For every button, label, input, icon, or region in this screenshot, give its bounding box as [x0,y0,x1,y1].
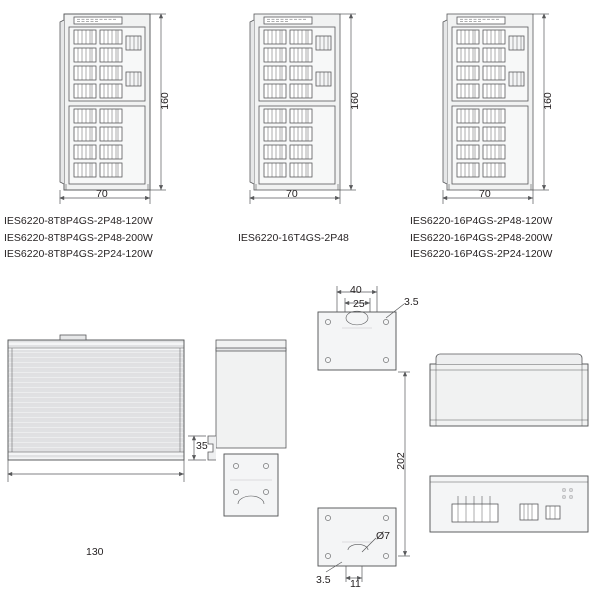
model-label: IES6220-16P4GS-2P48-200W [410,231,553,244]
dim-70-view3: 70 [479,188,491,200]
side-view-din [188,340,286,516]
dim-202: 202 [394,452,407,470]
dim-40: 40 [350,284,362,296]
model-label: IES6220-16P4GS-2P48-120W [410,215,553,227]
bracket-plate-bottom [318,508,396,582]
dim-25: 25 [353,298,365,310]
top-view-2 [250,14,356,204]
dim-diameter-7: Ø7 [376,530,391,542]
dim-3p5-top: 3.5 [404,296,419,308]
dim-70-view2: 70 [286,188,298,200]
front-finned-view [8,335,184,482]
model-group-1 [4,213,153,263]
top-view-3 [443,14,549,204]
bottom-io-view [430,476,588,532]
model-group-3 [410,213,552,263]
model-group-2 [238,230,349,247]
dim-3p5-bottom: 3.5 [316,574,331,586]
dim-11: 11 [350,578,361,590]
model-label: IES6220-8T8P4GS-2P24-120W [4,248,153,260]
dim-160-view2: 160 [348,92,361,110]
dim-70-view1: 70 [96,188,108,200]
dim-130: 130 [86,546,104,558]
model-label: IES6220-8T8P4GS-2P48-200W [4,231,153,244]
model-label: IES6220-8T8P4GS-2P48-120W [4,215,153,227]
dim-35: 35 [196,440,208,452]
top-view-1 [60,14,166,204]
dim-160-view3: 160 [541,92,554,110]
model-label: IES6220-16P4GS-2P24-120W [410,248,553,260]
rear-body-view [430,354,588,426]
dim-160-view1: 160 [158,92,171,110]
model-label: IES6220-16T4GS-2P48 [238,232,349,244]
